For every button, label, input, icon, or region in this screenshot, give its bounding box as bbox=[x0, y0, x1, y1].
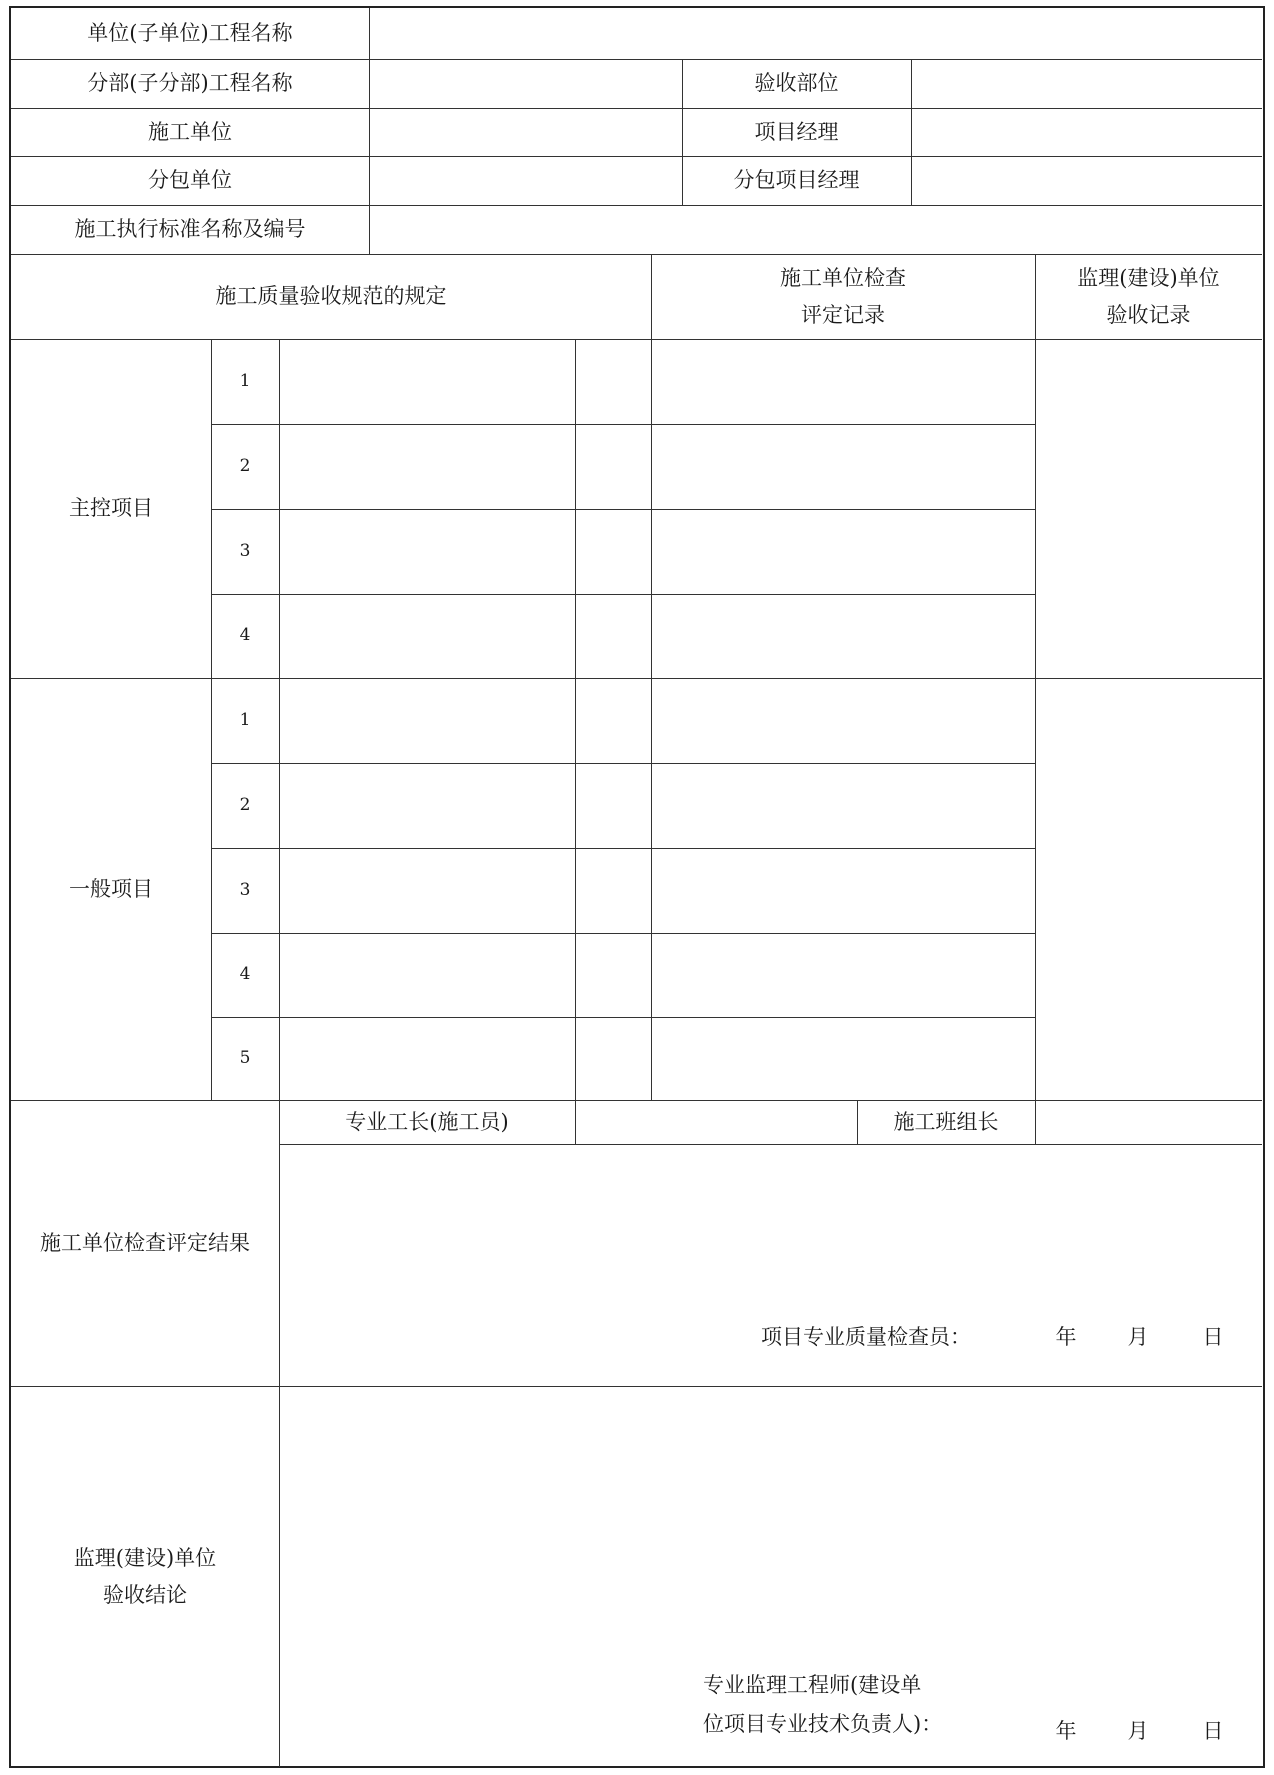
construction-unit-field[interactable] bbox=[371, 110, 680, 154]
spec-header: 施工质量验收规范的规定 bbox=[215, 284, 447, 309]
engineer-label-line2: 位项目专业技术负责人)： bbox=[703, 1712, 943, 1736]
subcontract-unit-field[interactable] bbox=[371, 158, 680, 203]
general-items-label: 一般项目 bbox=[69, 876, 153, 901]
divider bbox=[211, 1017, 1035, 1018]
check-record-header-line1: 施工单位检查 bbox=[780, 265, 906, 290]
divider bbox=[279, 339, 280, 1100]
subcontract-unit-label: 分包单位 bbox=[148, 168, 232, 193]
project-manager-field[interactable] bbox=[913, 110, 1259, 154]
item-number: 4 bbox=[239, 625, 251, 646]
standard-label: 施工执行标准名称及编号 bbox=[74, 217, 306, 242]
conclusion-month: 月 bbox=[1127, 1718, 1149, 1743]
conclusion-label bbox=[11, 1386, 279, 1767]
conclusion-day: 日 bbox=[1202, 1718, 1224, 1743]
team-leader-field[interactable] bbox=[1037, 1102, 1259, 1142]
check-record-header-line2: 评定记录 bbox=[801, 302, 885, 327]
subproject-name-label: 分部(子分部)工程名称 bbox=[87, 71, 293, 96]
acceptance-form bbox=[9, 6, 1265, 1768]
item-number: 1 bbox=[239, 709, 251, 730]
subcontract-manager-label: 分包项目经理 bbox=[733, 168, 860, 193]
divider bbox=[369, 8, 370, 254]
construction-unit-label: 施工单位 bbox=[148, 119, 232, 144]
divider bbox=[575, 339, 576, 1100]
project-name-label: 单位(子单位)工程名称 bbox=[87, 21, 293, 46]
inspector-label: 项目专业质量检查员： bbox=[761, 1324, 971, 1349]
project-name-field[interactable] bbox=[371, 10, 1259, 57]
divider bbox=[1035, 1100, 1036, 1144]
team-leader-label: 施工班组长 bbox=[893, 1109, 999, 1134]
divider bbox=[651, 254, 652, 1100]
item-number: 3 bbox=[239, 540, 251, 561]
divider bbox=[911, 59, 912, 205]
conclusion-label-line2: 验收结论 bbox=[103, 1582, 187, 1607]
divider bbox=[279, 1144, 1262, 1145]
conclusion-year: 年 bbox=[1055, 1718, 1077, 1743]
result-day: 日 bbox=[1202, 1324, 1224, 1349]
divider bbox=[211, 509, 1035, 510]
divider bbox=[211, 763, 1035, 764]
conclusion-label-line1: 监理(建设)单位 bbox=[73, 1545, 217, 1570]
divider bbox=[1035, 254, 1036, 1100]
item-number: 2 bbox=[239, 455, 251, 476]
engineer-label-line1: 专业监理工程师(建设单 bbox=[703, 1673, 922, 1698]
engineer-label bbox=[703, 1663, 983, 1747]
divider bbox=[575, 1100, 576, 1144]
foreman-field[interactable] bbox=[577, 1102, 855, 1142]
subproject-name-field[interactable] bbox=[371, 61, 680, 106]
check-record-header bbox=[651, 254, 1035, 339]
item-number: 1 bbox=[239, 370, 251, 391]
project-manager-label: 项目经理 bbox=[754, 119, 839, 144]
result-label: 施工单位检查评定结果 bbox=[40, 1230, 250, 1255]
acceptance-part-label: 验收部位 bbox=[754, 71, 839, 96]
supervision-record-header-line2: 验收记录 bbox=[1106, 302, 1191, 327]
foreman-label: 专业工长(施工员) bbox=[345, 1109, 509, 1134]
divider bbox=[211, 933, 1035, 934]
subcontract-manager-field[interactable] bbox=[913, 158, 1259, 203]
item-number: 4 bbox=[239, 964, 251, 985]
item-number: 2 bbox=[239, 794, 251, 815]
main-items-label: 主控项目 bbox=[69, 496, 153, 521]
acceptance-part-field[interactable] bbox=[913, 61, 1259, 106]
result-year: 年 bbox=[1055, 1324, 1077, 1349]
standard-field[interactable] bbox=[371, 207, 1259, 252]
result-month: 月 bbox=[1127, 1324, 1149, 1349]
item-number: 5 bbox=[239, 1047, 251, 1068]
item-number: 3 bbox=[239, 879, 251, 900]
supervision-record-header-line1: 监理(建设)单位 bbox=[1077, 265, 1220, 290]
divider bbox=[279, 1100, 280, 1767]
divider bbox=[211, 424, 1035, 425]
divider bbox=[211, 848, 1035, 849]
divider bbox=[211, 594, 1035, 595]
supervision-record-header bbox=[1035, 254, 1262, 339]
